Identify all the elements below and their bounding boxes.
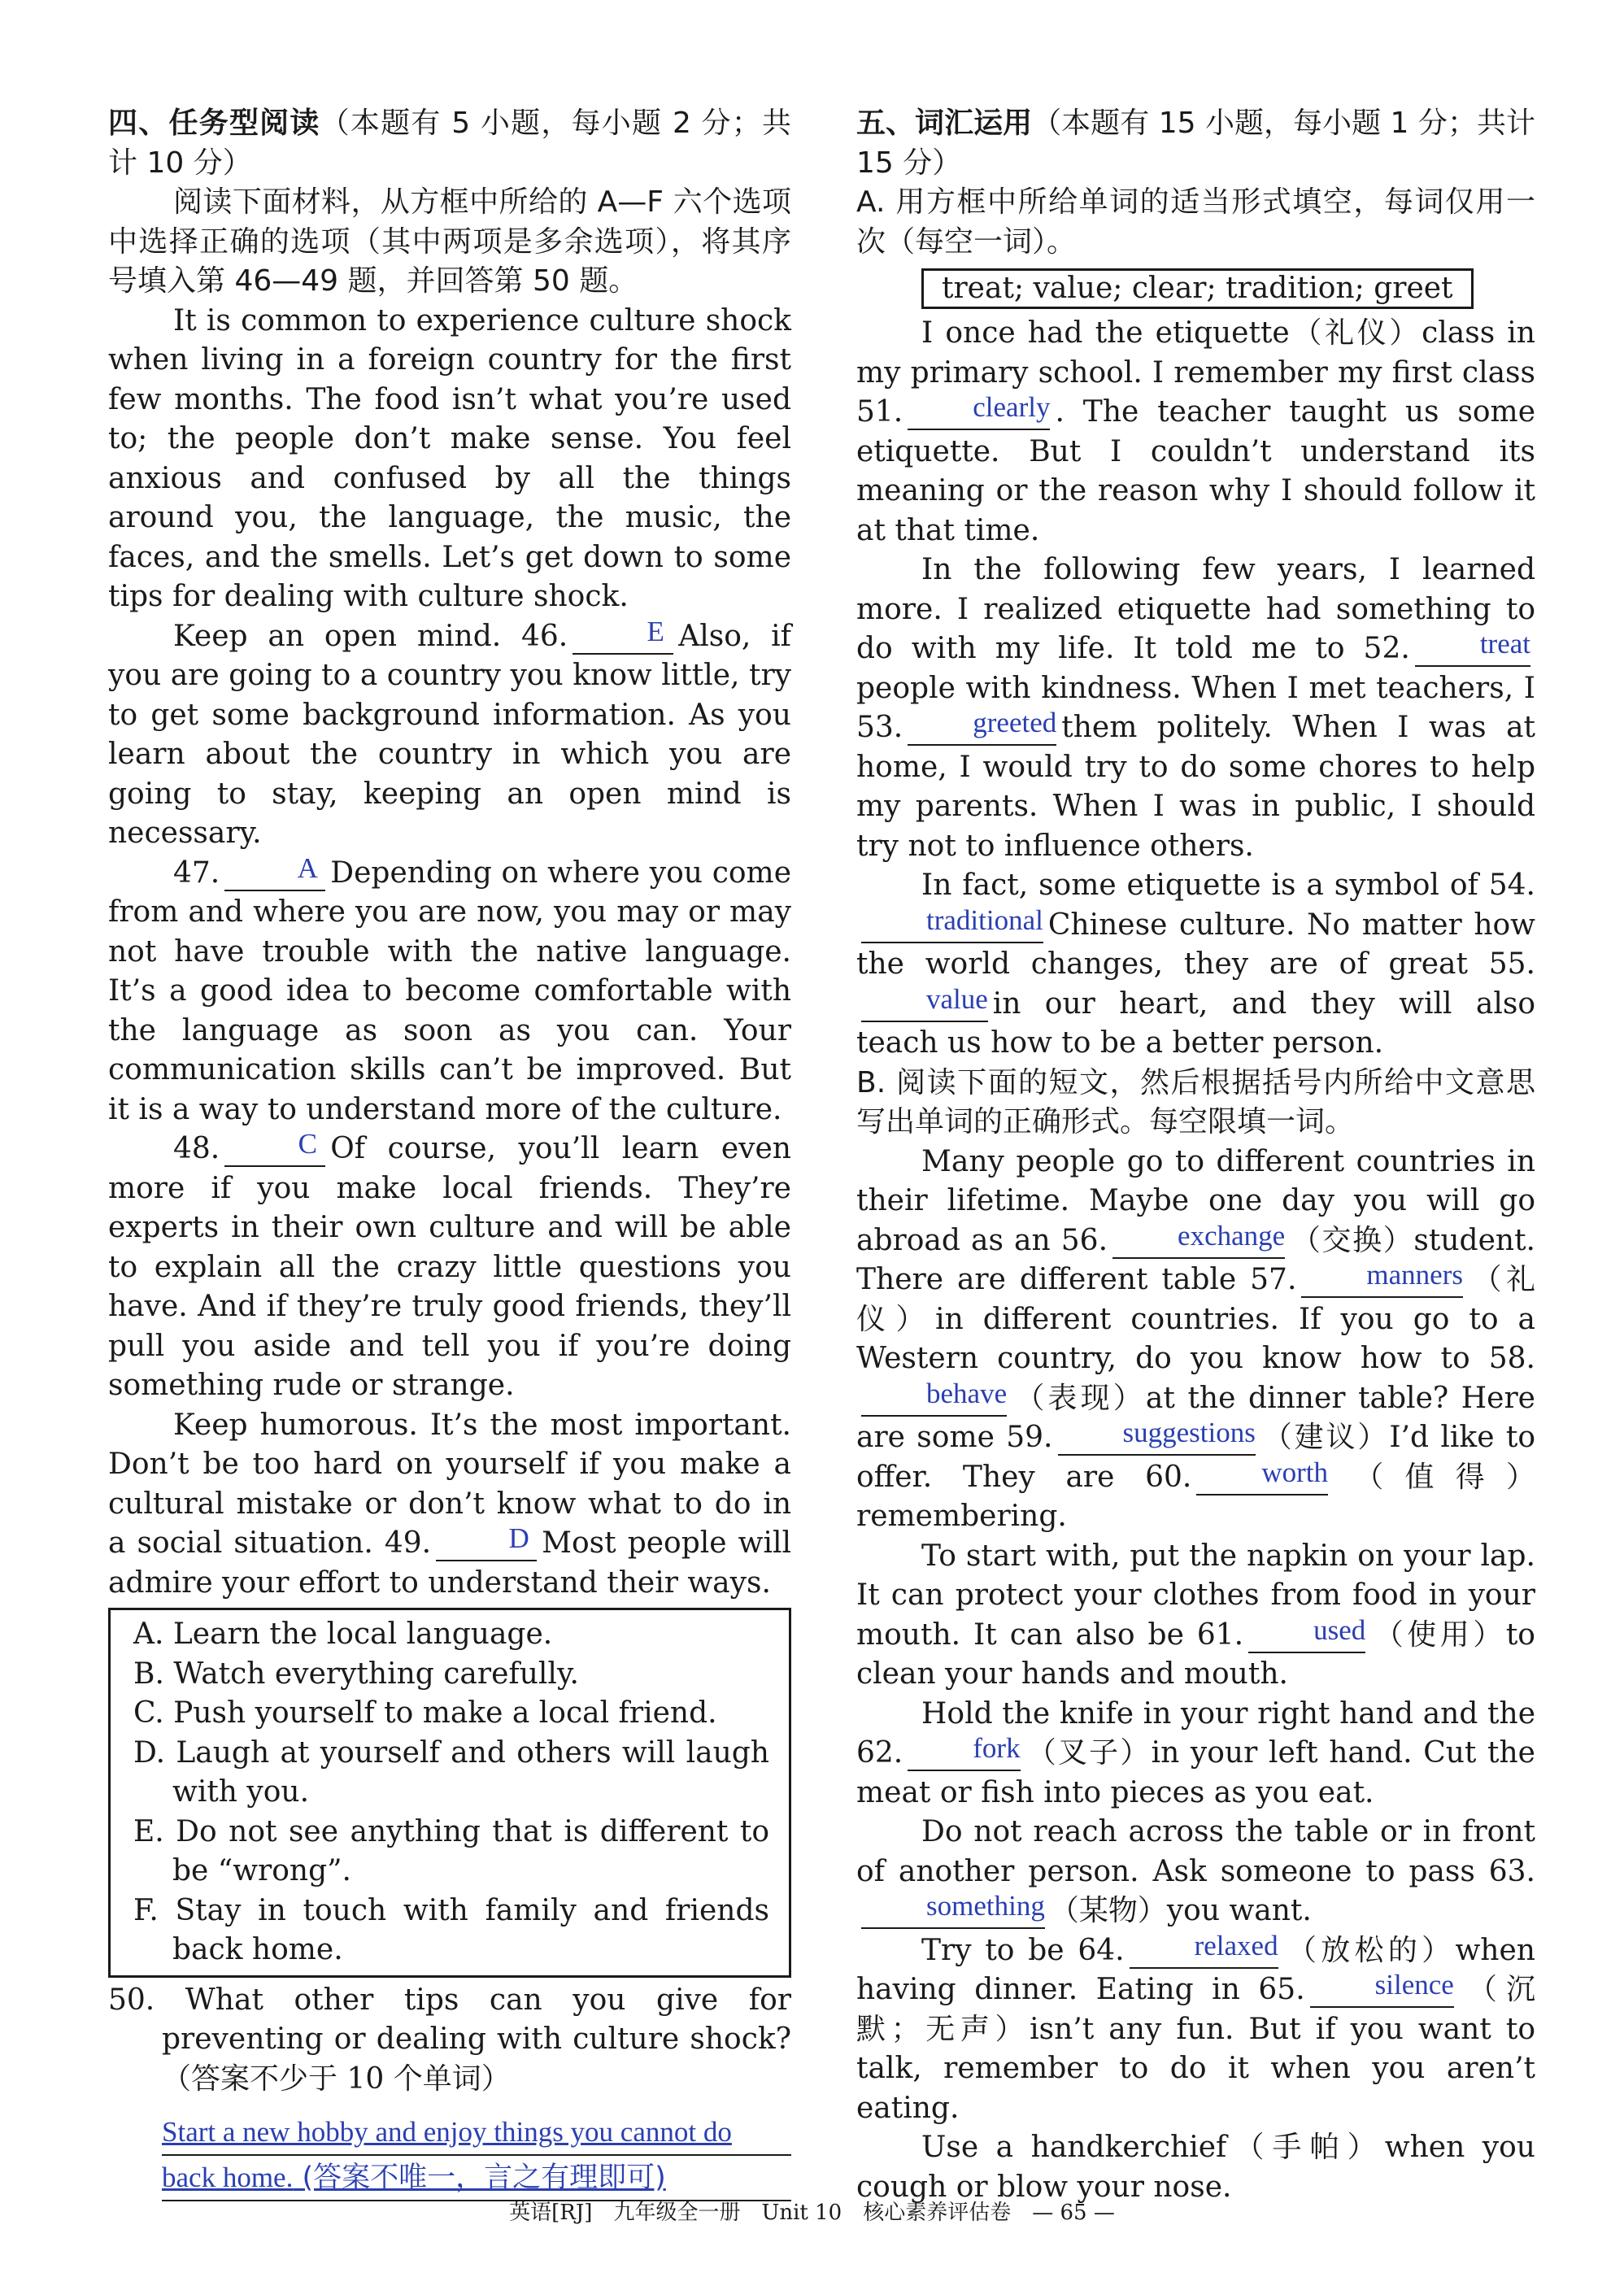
answer-48: C bbox=[298, 1128, 317, 1160]
answer-50-line-2 bbox=[162, 2156, 791, 2201]
answer-blank-52[interactable] bbox=[1415, 628, 1530, 667]
p3-number: 47. bbox=[173, 856, 220, 890]
b1-text-c: （礼仪）in different countries. If you go to a Western country, do you know how to 58. bbox=[856, 1263, 1535, 1375]
section-5-note: （本题有 15 小题，每小题 1 分；共计 15 分） bbox=[856, 107, 1535, 180]
a3-text-before: In fact, some etiquette is a symbol of 54. bbox=[921, 869, 1535, 902]
part-b-paragraph-5 bbox=[856, 1931, 1535, 2129]
answer-63: something bbox=[926, 1890, 1045, 1922]
part-a-paragraph-2 bbox=[856, 551, 1535, 866]
answer-55: value bbox=[926, 982, 988, 1015]
section-4-title: 四、任务型阅读 bbox=[108, 107, 320, 140]
answer-59: suggestions bbox=[1122, 1417, 1256, 1448]
b4-text-b: （某物）you want. bbox=[1049, 1894, 1312, 1927]
p3-text-after: Depending on where you come from and where you are now, you may or may not have trouble with the native language. It’s a good idea to become comfortable with the language as soon as you can. Your communication skills can’t be improved. But it is a way to understand more of the culture. bbox=[108, 856, 791, 1126]
answer-50-text-1: Start a new hobby and enjoy things you cannot do bbox=[162, 2116, 732, 2148]
answer-47: A bbox=[297, 851, 318, 884]
answer-blank-47[interactable] bbox=[224, 851, 325, 891]
option-f: F. Stay in touch with family and friends back home. bbox=[133, 1893, 769, 1966]
question-50: 50. What other tips can you give for preventing or dealing with culture shock?（答案不少于 10 个单词） bbox=[108, 1983, 791, 2096]
p4-text-after: Of course, you’ll learn even more if you make local friends. They’re experts in their own culture and will be able to explain all the crazy little questions you have. And if they’re truly good friends, they’ll pull you aside and tell you if you’re doing something rude or strange. bbox=[108, 1132, 791, 1402]
answer-50-line-1 bbox=[162, 2110, 791, 2156]
answer-60: worth bbox=[1261, 1456, 1329, 1488]
option-e: E. Do not see anything that is different to be “wrong”. bbox=[133, 1814, 769, 1887]
passage-paragraph-3 bbox=[108, 851, 791, 1130]
answer-blank-57[interactable] bbox=[1301, 1259, 1463, 1298]
part-b-paragraph-4 bbox=[856, 1813, 1535, 1931]
answer-53: greeted bbox=[973, 707, 1057, 738]
word-box: treat; value; clear; tradition; greet bbox=[921, 268, 1474, 309]
answer-61: used bbox=[1313, 1613, 1366, 1646]
option-b: B. Watch everything carefully. bbox=[133, 1657, 579, 1691]
answer-blank-60[interactable] bbox=[1196, 1456, 1329, 1496]
answer-blank-62[interactable] bbox=[908, 1732, 1021, 1771]
part-b-paragraph-2 bbox=[856, 1537, 1535, 1695]
section-4-instruction: 阅读下面材料，从方框中所给的 A—F 六个选项中选择正确的选项（其中两项是多余选项），将其序号填入第 46—49 题，并回答第 50 题。 bbox=[108, 185, 791, 298]
answer-blank-51[interactable] bbox=[908, 391, 1051, 430]
option-a: A. Learn the local language. bbox=[133, 1617, 553, 1651]
answer-blank-64[interactable] bbox=[1130, 1929, 1278, 1969]
b3-text-b: （叉子）in your left hand. Cut the meat or fish into pieces as you eat. bbox=[856, 1736, 1535, 1809]
part-b-paragraph-3 bbox=[856, 1695, 1535, 1813]
b2-text-b: （使用）to clean your hands and mouth. bbox=[856, 1617, 1535, 1691]
answer-57: manners bbox=[1366, 1259, 1463, 1291]
p5-text-after: Most people will admire your effort to understand their ways. bbox=[108, 1526, 792, 1600]
answer-49: D bbox=[508, 1522, 529, 1554]
passage-paragraph-1: It is common to experience culture shock when living in a foreign country for the first few months. The food isn’t what you’re used to; the people don’t make sense. You feel anxious and confused by all the things around you, the language, the music, the faces, and the smells. Let’s get down to some tips for dealing with culture shock. bbox=[108, 303, 791, 613]
part-b-instruction: B. 阅读下面的短文，然后根据括号内所给中文意思写出单词的正确形式。每空限填一词。 bbox=[856, 1065, 1535, 1138]
part-b-paragraph-1 bbox=[856, 1143, 1535, 1537]
answer-blank-65[interactable] bbox=[1310, 1969, 1454, 2008]
passage-paragraph-5 bbox=[108, 1406, 791, 1604]
answer-52: treat bbox=[1479, 628, 1530, 660]
passage-paragraph-2 bbox=[108, 617, 791, 854]
b2-text-a: To start with, put the napkin on your lap. It can protect your clothes from food in your mouth. It can also be 61. bbox=[856, 1539, 1535, 1652]
section-4-heading bbox=[108, 104, 791, 183]
right-column bbox=[856, 104, 1535, 2207]
part-a-paragraph-3 bbox=[856, 866, 1535, 1064]
answer-blank-63[interactable] bbox=[861, 1890, 1045, 1929]
part-b-paragraph-6: Use a handkerchief（手帕）when you cough or blow your nose. bbox=[856, 2131, 1535, 2204]
section-5-heading bbox=[856, 104, 1535, 183]
a1-text-after: . The teacher taught us some etiquette. But I couldn’t understand its meaning or the reason why I should follow it at that time. bbox=[856, 395, 1535, 547]
section-4-note: （本题有 5 小题，每小题 2 分；共计 10 分） bbox=[108, 107, 791, 180]
b5-text-c: （沉默；无声）isn’t any fun. But if you want to talk, remember to do it when you aren’t eating. bbox=[856, 1973, 1535, 2125]
b3-text-a: Hold the knife in your right hand and the 62. bbox=[856, 1696, 1535, 1770]
b1-text-b: （交换）student. There are different table 57. bbox=[856, 1223, 1535, 1296]
answer-blank-59[interactable] bbox=[1058, 1417, 1256, 1456]
b5-text-b: （放松的）when having dinner. Eating in 65. bbox=[856, 1933, 1535, 2006]
a2-text-before: In the following few years, I learned more. I realized etiquette had something to do with my life. It told me to 52. bbox=[856, 553, 1535, 665]
b4-text-a: Do not reach across the table or in front of another person. Ask someone to pass 63. bbox=[856, 1815, 1535, 1888]
left-column bbox=[108, 104, 791, 2201]
a2-text-mid: people with kindness. When I met teachers, I 53. bbox=[856, 671, 1535, 744]
b1-text-d: （表现）at the dinner table? Here are some 59. bbox=[856, 1381, 1535, 1454]
answer-blank-55[interactable] bbox=[861, 982, 988, 1022]
answer-51: clearly bbox=[973, 391, 1051, 423]
a1-text-before: I once had the etiquette（礼仪）class in my primary school. I remember my first class 51. bbox=[856, 316, 1535, 429]
answer-65: silence bbox=[1374, 1969, 1454, 2001]
p5-text-before: Keep humorous. It’s the most important. Don’t be too hard on yourself if you make a cultural mistake or don’t know what to do in a social situation. 49. bbox=[108, 1408, 791, 1560]
section-5-title: 五、词汇运用 bbox=[856, 107, 1033, 140]
page-footer: 英语[RJ] 九年级全一册 Unit 10 核心素养评估卷 — 65 — bbox=[509, 2201, 1115, 2225]
answer-blank-46[interactable] bbox=[573, 615, 673, 655]
answer-blank-54[interactable] bbox=[861, 903, 1043, 943]
answer-blank-58[interactable] bbox=[861, 1377, 1008, 1417]
passage-paragraph-4 bbox=[108, 1130, 791, 1406]
answer-50-text-2: back home. bbox=[162, 2162, 294, 2193]
answer-blank-56[interactable] bbox=[1112, 1219, 1286, 1259]
a3-text-after: in our heart, and they will also teach us how to be a better person. bbox=[856, 986, 1535, 1060]
answer-62: fork bbox=[973, 1732, 1021, 1764]
answer-blank-53[interactable] bbox=[908, 707, 1057, 746]
option-d: D. Laugh at yourself and others will laugh with you. bbox=[133, 1735, 769, 1809]
answer-56: exchange bbox=[1178, 1219, 1286, 1252]
part-a-instruction: A. 用方框中所给单词的适当形式填空，每词仅用一次（每空一词）。 bbox=[856, 185, 1535, 259]
option-c: C. Push yourself to make a local friend. bbox=[133, 1696, 717, 1730]
answer-blank-48[interactable] bbox=[224, 1128, 325, 1167]
answer-50-note: (答案不唯一，言之有理即可) bbox=[293, 2162, 666, 2194]
b1-text-f: （值得）remembering. bbox=[856, 1460, 1535, 1533]
answer-blank-61[interactable] bbox=[1248, 1613, 1366, 1653]
answer-64: relaxed bbox=[1194, 1929, 1278, 1961]
b1-text-a: Many people go to different countries in their lifetime. Maybe one day you will go abroad as an 56. bbox=[856, 1144, 1535, 1257]
answer-blank-49[interactable] bbox=[436, 1522, 537, 1561]
p4-number: 48. bbox=[173, 1132, 220, 1165]
b1-text-e: （建议）I’d like to offer. They are 60. bbox=[856, 1421, 1535, 1494]
p2-text-after: Also, if you are going to a country you know little, try to get some background information. As you learn about the country in which you are going to stay, keeping an open mind is necessary. bbox=[108, 619, 791, 850]
p2-text-before: Keep an open mind. 46. bbox=[173, 619, 568, 653]
a3-text-mid: Chinese culture. No matter how the world changes, they are of great 55. bbox=[856, 908, 1535, 981]
b5-text-a: Try to be 64. bbox=[921, 1933, 1125, 1967]
a2-text-after: them politely. When I was at home, I would try to do some chores to help my parents. When I was in public, I should try not to influence others. bbox=[856, 711, 1535, 863]
answer-54: traditional bbox=[926, 903, 1043, 936]
answer-58: behave bbox=[926, 1377, 1008, 1409]
options-box bbox=[108, 1608, 791, 1978]
answer-46: E bbox=[647, 615, 664, 647]
answer-50-area[interactable] bbox=[162, 2110, 791, 2201]
part-a-paragraph-1 bbox=[856, 314, 1535, 551]
